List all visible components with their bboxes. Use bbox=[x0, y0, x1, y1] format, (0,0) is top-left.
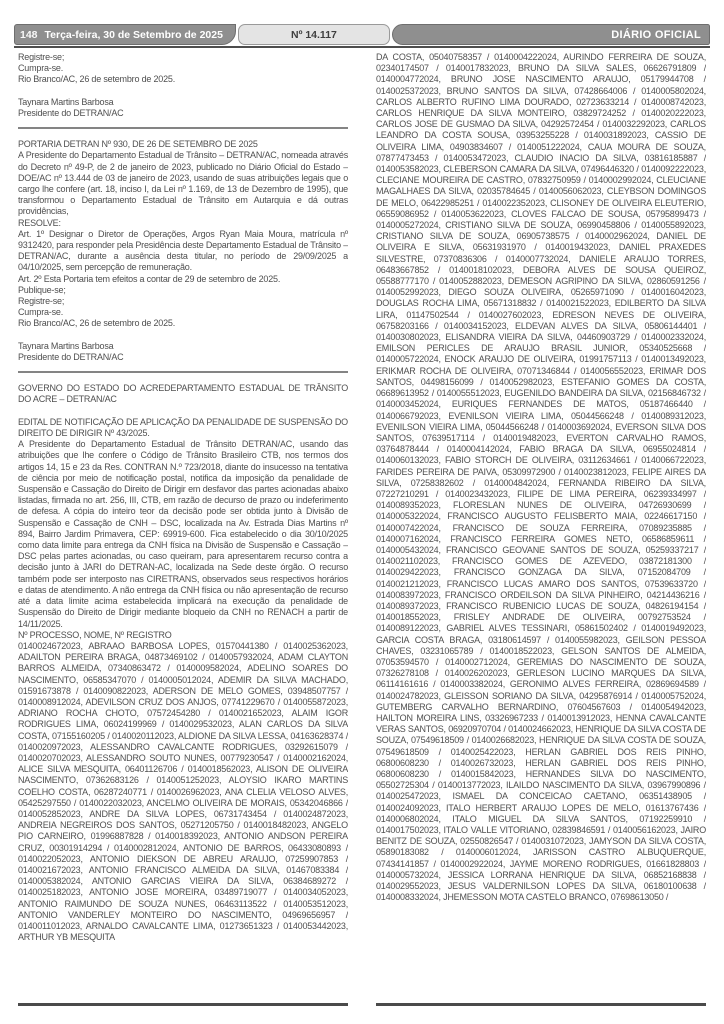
header-date: Terça-feira, 30 de Setembro de 2025 bbox=[44, 28, 223, 41]
closing-line: Publique-se; bbox=[18, 284, 66, 295]
masthead-title: DIÁRIO OFICIAL bbox=[611, 28, 701, 41]
blank-line bbox=[18, 86, 348, 97]
column-bottom-rule bbox=[18, 1003, 348, 1006]
org-heading: GOVERNO DO ESTADO DO ACREDEPARTAMENTO ESTADUAL DE TRÂNSITO DO ACRE – DETRAN/AC bbox=[18, 383, 348, 405]
page-header bbox=[14, 24, 710, 45]
signoff-line: Registre-se; bbox=[18, 52, 65, 62]
section-divider bbox=[18, 127, 348, 129]
signature-name: Taynara Martins Barbosa bbox=[18, 340, 114, 351]
content-columns bbox=[18, 52, 706, 1007]
resolve-label: RESOLVE: bbox=[18, 217, 61, 228]
signature-title: Presidente do DETRAN/AC bbox=[18, 108, 124, 118]
signoff-line: Rio Branco/AC, 26 de setembro de 2025. bbox=[18, 74, 175, 85]
portaria-preamble: A Presidente do Departamento Estadual de Trânsito – DETRAN/AC, nomeada através do Decreto nº 49-P, de 2 de janeiro de 2023, publicado no Diário Oficial do Estado – DOE/AC nº 13.444 de 03 de janeiro de 2023, usando de suas atribuições legais que o cargo lhe confere (art. 18, inciso I, da Lei nº 1.169, de 13 de Dezembro de 1995), que transformou o Departamento Estadual de Trânsito em Autarquia e dá outras providências, bbox=[18, 150, 348, 217]
header-masthead-tab bbox=[392, 24, 710, 45]
closing-line: Rio Branco/AC, 26 de setembro de 2025. bbox=[18, 318, 175, 329]
portaria-title: PORTARIA DETRAN Nº 930, DE 26 DE SETEMBRO DE 2025 bbox=[18, 139, 258, 150]
left-column bbox=[18, 52, 348, 1007]
signature-title: Presidente do DETRAN/AC bbox=[18, 352, 124, 363]
header-edition-tab bbox=[238, 24, 390, 45]
header-date-tab bbox=[14, 24, 236, 45]
header-divider bbox=[14, 46, 710, 48]
section-divider bbox=[18, 371, 348, 373]
article-2: Art. 2º Esta Portaria tem efeitos a contar de 29 de setembro de 2025. bbox=[18, 273, 281, 284]
article-1: Art. 1º Designar o Diretor de Operações, Argos Ryan Maia Moura, matrícula nº 9312420, para responder pela Presidência deste Departamento Estadual de Trânsito – DETRAN/AC, durante a ausência desta titular, no período de 29/09/2025 a 04/10/2025, sem percepção de remuneração. bbox=[18, 228, 348, 273]
closing-line: Cumpra-se. bbox=[18, 307, 64, 318]
signoff-line: Cumpra-se. bbox=[18, 63, 64, 74]
edital-body: A Presidente do Departamento Estadual de Trânsito DETRAN/AC, usando das atribuições que lhe confere o Código de Trânsito Brasileiro CTB, nos termos dos artigos 14, 15 e 23 da Res. CONTRAN N.º 723/2018, diante do insucesso na tentativa de ciência por meio de notificação postal, notifica da imposição da penalidade de Suspensão e Cassação do Direito de Dirigir em desfavor das partes acionadas abaixo listadas, firmada no art. 256, III, CTB, em razão de decurso de prazo ou indeferimento de defesa. A cópia do inteiro teor da decisão pode ser obtida junto à Divisão de Suspensão e Cassação de CNH – DSC, localizada na Av. Estrada Dias Martins nº 894, Bairro Jardim Primavera, CEP: 69919-600. Fica estabelecido o dia 30/10/2025 como data limite para entrega da CNH física na Divisão de Suspensão e Cassação – DSC pelas partes acionadas, ou caso queiram, para apresentarem recurso contra a decisão junto à JARI do DETRAN-AC, localizada na Sede deste órgão. O recurso também pode ser interposto nas CIRETRANS, observados seus respectivos horários e datas de atendimento. A não entrega da CNH física ou não apresentação de recurso até a data limite acima estabelecida implicará na execução da penalidade de Suspensão do Direito de Dirigir mediante bloqueio da CNH no RENACH a partir de 14/11/2025. bbox=[18, 439, 348, 629]
list-header: Nº PROCESSO, NOME, Nº REGISTRO bbox=[18, 629, 172, 640]
blank-line bbox=[18, 330, 348, 341]
edital-title: EDITAL DE NOTIFICAÇÃO DE APLICAÇÃO DA PENALIDADE DE SUSPENSÃO DO DIREITO DE DIRIGIR Nº 43/2025. bbox=[18, 416, 348, 439]
edition-number: Nº 14.117 bbox=[291, 28, 337, 41]
signature-name: Taynara Martins Barbosa bbox=[18, 96, 114, 107]
right-column bbox=[376, 52, 706, 1007]
names-list: 0140024672023, ABRAAO BARBOSA LOPES, 01570441380 / 0140025362023, ADAILTON PEREIRA BRAGA, 04873469102 / 0140057932024, ADAM CLAYTON BARROS ALMEIDA, 07340863472 / 0140009582024, ADELINO SOARES DO NASCIMENTO, 06585347070 / 0140005012024, ADEMIR DA SILVA MACHADO, 01591673878 / 0140090822023, ADERSON DE MELO GOMES, 03948507757 / 0140008912024, ADEVILSON CRUZ DOS ANJOS, 07741229670 / 0140055872023, ADRIANO ROCHA CHOTO, 07572454280 / 0140021652023, ALAIM IGOR RODRIGUES LIMA, 06024199969 / 0140029532023, ALAN CARLOS DA SILVA COSTA, 07155160205 / 0140020112023, ALDIONE DA SILVA LESSA, 04163628374 / 0140020972023, ALESSANDRO CAVALCANTE RODRIGUES, 03292615079 / 0140020702023, ALESSANDRO SOUTO NUNES, 00779230547 / 0140002162024, ALICE SILVA MESQUITA, 06401126706 / 0140018562023, ALISON DE OLIVEIRA NASCIMENTO, 07362683126 / 0140051252023, ALOYSIO IKARO MARTINS COELHO COSTA, 06287240771 / 0140026962023, ANA CLELIA VELOSO ALVES, 05425297550 / 0140022032023, ANCELMO OLIVEIRA DE MORAIS, 05342046866 / 0140052852023, ANDRE DA SILVA LOPES, 06731743454 / 0140024872023, ANDREIA NEGREIROS DOS SANTOS, 05271205750 / 0140018482023, ANGELO PIO CARNEIRO, 01996887828 / 0140018392023, ANTONIO ANDSON PEREIRA CRUZ, 00301914294 / 0140002812024, ANTONIO DE BARROS, 06433080893 / 0140022052023, ANTONIO DIEKSON DE ABREU ARAUJO, 07259907853 / 0140021672023, ANTONIO FRANCISCO ALMEIDA DA SILVA, 01467083384 / 0140005382024, ANTONIO GARCIAS VIEIRA DA SILVA, 06384689272 / 0140025182023, ANTONIO JOSE MOREIRA, 03489719077 / 0140034052023, ANTONIO RAIMUNDO DE SOUZA NUNES, 06463113522 / 0140053512023, ANTONIO VANDERLEY MONTEIRO DO NASCIMENTO, 04969656957 / 0140011012023, ARNALDO CAVALCANTE LIMA, 01273651323 / 0140053442023, ARTHUR YB MESQUITA bbox=[18, 640, 348, 943]
column-bottom-rule bbox=[376, 1003, 706, 1006]
closing-line: Registre-se; bbox=[18, 296, 65, 307]
page-number: 148 bbox=[20, 28, 38, 41]
names-list: DA COSTA, 05040758357 / 0140004222024, AURINDO FERREIRA DE SOUZA, 02340174507 / 0140017832023, BRUNO DA SILVA SALES, 06626791809 / 0140004772024, BRUNO JOSE NASCIMENTO ARAUJO, 05179944708 / 0140025372023, BRUNO SANTOS DA SILVA, 07428664006 / 0140005802024, CARLOS ALBERTO RUFINO LIMA DOURADO, 02723633214 / 0140008742023, CARLOS HENRIQUE DA SILVA MONTEIRO, 03829724252 / 0140020222023, CARLOS JOSE DE GUSMAO DA SILVA, 04292572454 / 0140032292023, CARLOS LEANDRO DA COSTA SOUSA, 03953255228 / 0140031892023, CASSIO DE OLIVEIRA LIMA, 04903834607 / 0140051222024, CAUA MOURA DE SOUZA, 07877473453 / 0140053472023, CLAUDIO INACIO DA SILVA, 03816185887 / 0140053582023, CLEBERSON CAMARA DA SILVA, 07496446320 / 0140092222023, CLECIANE MOUREIRA DE CASTRO, 07832750959 / 0140002992024, CLEUCIANE MAGALHAES DA SILVA, 02035784645 / 0140056062023, CLEYBSON DOMINGOS DE MELO, 06422985251 / 0140022352023, CLISONEY DE OLIVEIRA ELEUTERIO, 06559086952 / 0140053622023, CLOVES FALCAO DE SOUSA, 05795899473 / 0140005272024, CRISTIANO SILVA DE SOUZA, 06990458806 / 0140055892023, CRISTIANO SILVA DE SOUZA, 06905738575 / 0140002962024, DANIEL DE OLIVEIRA E SILVA, 05631931970 / 0140019432023, DANIEL PRAXEDES SILVESTRE, 07370836306 / 0140007732024, DANIELE ARAUJO TORRES, 06483667852 / 0140018102023, DEBORA ALVES DE SOUSA QUEIROZ, 05588777170 / 0140052882023, DEMESON AGRIPINO DA SILVA, 02860591256 / 0140052992023, DIEGO SOUZA OLIVEIRA, 05265971090 / 0140016042023, DOUGLAS ROCHA LIMA, 05671318832 / 0140021522023, EDILBERTO DA SILVA LIRA, 01147502544 / 0140027602023, EDRESON NEVES DE OLIVEIRA, 06758203166 / 0140034152023, ELDEVAN ALVES DA SILVA, 05806144401 / 0140030802023, ELISANDRA VIEIRA DA SILVA, 04460903729 / 0140002332024, EMILSON PERICLES DE ARAUJO BRASIL JUNIOR, 05340525668 / 0140005722024, ENOCK ARAUJO DE OLIVEIRA, 01991757113 / 0140013492023, ERIKMAR ROCHA DE OLIVEIRA, 07071346844 / 0140056552023, ERIMAR DOS SANTOS, 04498156099 / 0140052982023, ESTEFANIO GOMES DA COSTA, 06689613952 / 0140055512023, EUGENILDO BANDEIRA DA SILVA, 02156846732 / 0140003452024, EURIQUES FERNANDES DE MATOS, 05187466440 / 0140066792023, EVENILSON VIEIRA LIMA, 05044566248 / 0140089312023, EVENILSON VIEIRA LIMA, 05044566248 / 0140003692024, EVERSON SILVA DOS SANTOS, 07639517114 / 0140019482023, EVERTON CARVALHO RAMOS, 03764878444 / 0140004142024, FABIO BRAGA DA SILVA, 06955024814 / 0140060132023, FABIO STORCH DE OLIVEIRA, 03112634661 / 0140066722023, FARIDES PEREIRA DE PAIVA, 05309972900 / 0140023812023, FELIPE AIRES DA SILVA, 07258382602 / 0140004842024, FERNANDA RIBEIRO DA SILVA, 07227210291 / 0140023432023, FILIPE DE LIMA PEREIRA, 06239334997 / 0140089352023, FLORESLAN NUNES DE OLIVEIRA, 04726930699 / 0140005322024, FRANCISCO AUGUSTO FELISBERTO MAIA, 02246617150 / 0140007422024, FRANCISCO DE SOUZA FERREIRA, 07089235885 / 0140007162024, FRANCISCO FERREIRA GOMES NETO, 06586859611 / 0140005432024, FRANCISCO GEOVANE SANTOS DE SOUZA, 05259337217 / 0140021102023, FRANCISCO GOMES DE AZEVEDO, 03872181300 / 0140029422023, FRANCISCO GONZAGA DA SILVA, 07152084709 / 0140021212023, FRANCISCO LUCAS AMARO DOS SANTOS, 07539633720 / 0140083972023, FRANCISCO ORDEILSON DA SILVA PINHEIRO, 04214436216 / 0140089372023, FRANCISCO RUBENICIO LUCAS DE SOUZA, 04826194154 / 0140018552023, FRISLEY ANDRADE DE OLIVEIRA, 00792753524 / 0140089122023, GABRIEL ALVES TESSINARI, 05861502402 / 0140019492023, GARCIA COSTA BRAGA, 03180614597 / 0140055982023, GEILSON PESSOA CHAVES, 03231065789 / 0140018522023, GELSON SANTOS DE ALMEIDA, 07053594570 / 0140002712024, GEREMIAS DO NASCIMENTO DE SOUZA, 07326278108 / 0140026202023, GERLESON LUCINO MARQUES DA SILVA, 06114161616 / 0140003382024, GERONIMO ALVES FERREIRA, 02869694589 / 0140024782023, GLEISSON SORIANO DA SILVA, 04295876914 / 0140005752024, GUTEMBERG CARVALHO BERNARDINO, 07604567603 / 0140054942023, HAILTON MOREIRA LINS, 03326967233 / 0140013912023, HENNA CAVALCANTE VERAS SANTOS, 06920970704 / 0140024662023, HENRIQUE DA SILVA COSTA DE SOUZA, 07549618509 / 0140026682023, HENRIQUE DA SILVA COSTA DE SOUZA, 07549618509 / 0140025422023, HERLAN GABRIEL DOS REIS PINHO, 06800608230 / 0140026732023, HERLAN GABRIEL DOS REIS PINHO, 06800608230 / 0140015842023, HERNANDES SILVA DO NASCIMENTO, 05502725304 / 0140013772023, ILAILDO NASCIMENTO DA SILVA, 03967990896 / 0140025472023, ISMAEL DA CONCEICAO CAETANO, 06351438905 / 0140024092023, ITALO HERBERT ARAUJO LOPES DE MELO, 01613767436 / 0140006802024, ITALO MIGUEL DA SILVA SANTOS, 07192259910 / 0140017502023, ITALO VALLE VITORIANO, 02839846591 / 0140056162023, JAIRO BENITZ DE SOUZA, 02550826547 / 0140031072023, JAMYSON DA SILVA COSTA, 05890183082 / 0140006012024, JARISSON CASTRO ALBUQUERQUE, 07434141857 / 0140002922024, JAYME MORENO RODRIGUES, 01661828803 / 0140005732024, JESSICA LORRANA HENRIQUE DA SILVA, 06852168838 / 0140029552023, JESUS VALDERNILSON LOPES DA SILVA, 06180100638 / 0140008332024, JHEMESSON MOTA CASTELO BRANCO, 07698613050 / bbox=[376, 52, 706, 903]
blank-line bbox=[18, 406, 348, 417]
